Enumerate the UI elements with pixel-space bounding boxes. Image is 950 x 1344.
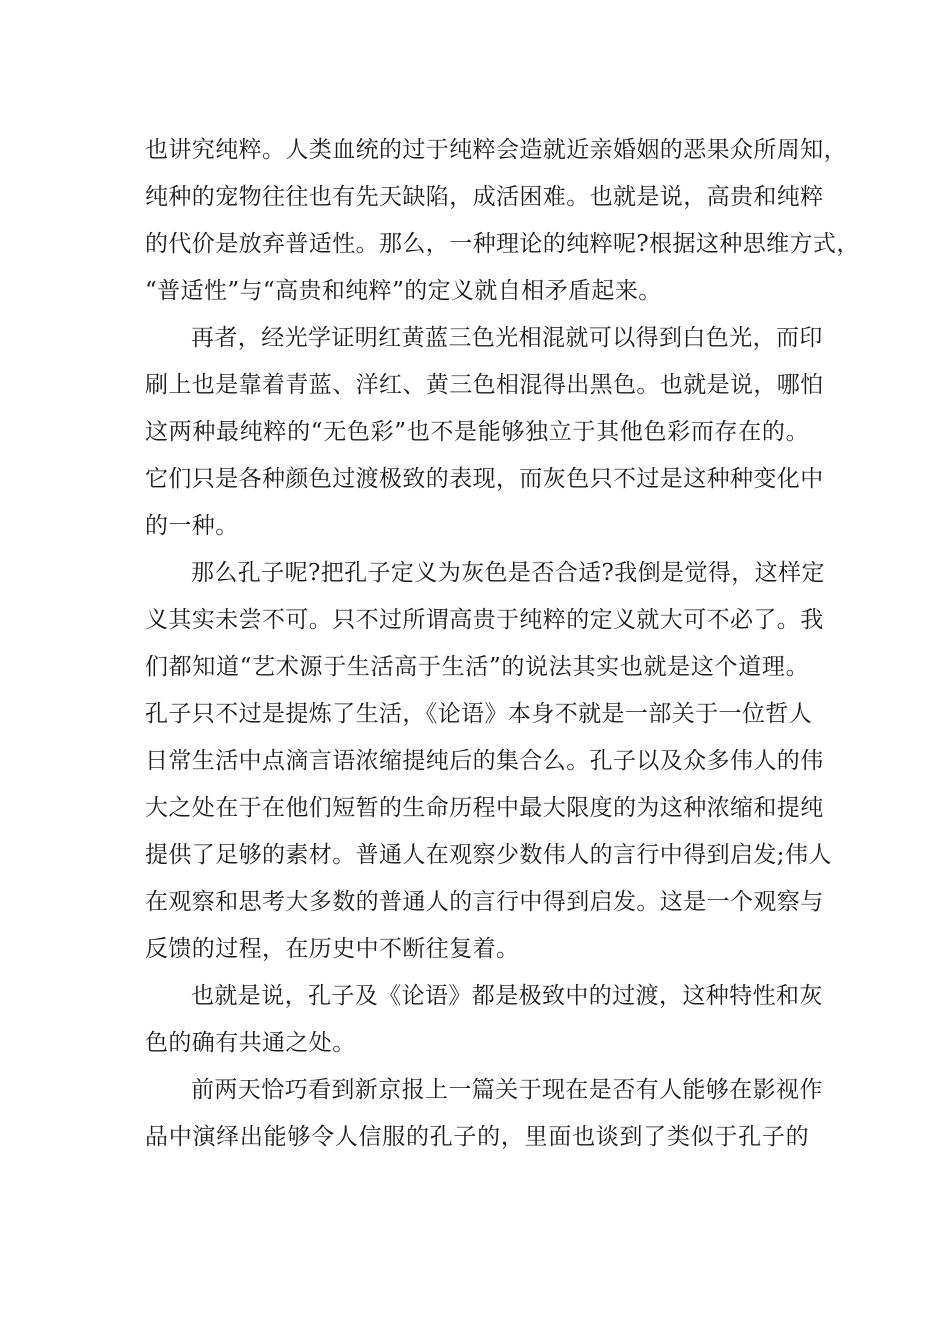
paragraph: [145, 1067, 823, 1161]
text-line: 也讲究纯粹。人类血统的过于纯粹会造就近亲婚姻的恶果众所周知，: [145, 137, 847, 163]
text-line: 纯种的宠物往往也有先天缺陷，成活困难。也就是说，高贵和纯粹: [145, 184, 824, 210]
text-line: 色的确有共通之处。: [145, 1030, 356, 1056]
text-line: 们都知道“艺术源于生活高于生活”的说法其实也就是这个道理。: [145, 654, 809, 680]
text-line: 提供了足够的素材。普通人在观察少数伟人的言行中得到启发;伟人: [145, 842, 832, 868]
text-line: 反馈的过程，在历史中不断往复着。: [145, 936, 520, 962]
text-line: 刷上也是靠着青蓝、洋红、黄三色相混得出黑色。也就是说，哪怕: [145, 372, 824, 398]
text-line: 它们只是各种颜色过渡极致的表现，而灰色只不过是这种种变化中: [145, 466, 824, 492]
text-line: 在观察和思考大多数的普通人的言行中得到启发。这是一个观察与: [145, 889, 824, 915]
text-line: 那么孔子呢?把孔子定义为灰色是否合适?我倒是觉得，这样定: [191, 560, 825, 586]
text-line: 孔子只不过是提炼了生活，《论语》本身不就是一部关于一位哲人: [145, 701, 813, 727]
text-line: 品中演绎出能够令人信服的孔子的，里面也谈到了类似于孔子的: [145, 1124, 809, 1150]
text-line: 日常生活中点滴言语浓缩提纯后的集合么。孔子以及众多伟人的伟: [145, 748, 824, 774]
text-line: “普适性”与“高贵和纯粹”的定义就自相矛盾起来。: [145, 278, 662, 304]
paragraph: [145, 127, 860, 315]
paragraph: [145, 315, 824, 550]
text-line: 再者，经光学证明红黄蓝三色光相混就可以得到白色光，而印: [191, 325, 823, 351]
text-line: 前两天恰巧看到新京报上一篇关于现在是否有人能够在影视作: [191, 1077, 823, 1103]
document-body: [145, 127, 860, 1161]
text-line: 的代价是放弃普适性。那么，一种理论的纯粹呢?根据这种思维方式，: [145, 231, 860, 257]
text-line: 义其实未尝不可。只不过所谓高贵于纯粹的定义就大可不必了。我: [145, 607, 824, 633]
text-line: 的一种。: [145, 513, 239, 539]
text-line: 这两种最纯粹的“无色彩”也不是能够独立于其他色彩而存在的。: [145, 419, 809, 445]
text-line: 大之处在于在他们短暂的生命历程中最大限度的为这种浓缩和提纯: [145, 795, 824, 821]
paragraph: [145, 550, 832, 973]
text-line: 也就是说，孔子及《论语》都是极致中的过渡，这种特性和灰: [191, 983, 823, 1009]
paragraph: [145, 973, 823, 1067]
